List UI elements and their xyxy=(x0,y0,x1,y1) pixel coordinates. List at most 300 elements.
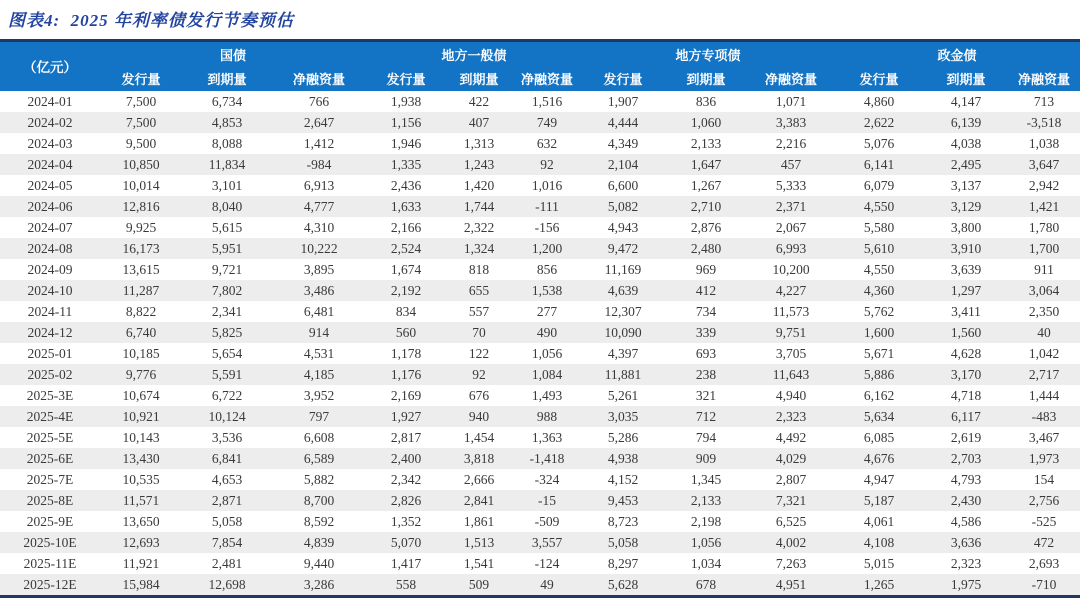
issuance-value-cell: 1,417 xyxy=(390,555,422,571)
net-financing-value-cell: 2,756 xyxy=(1028,492,1060,508)
net-financing-value-cell: 6,993 xyxy=(775,240,807,256)
maturity-value-cell: 4,147 xyxy=(950,93,982,109)
net-financing-value-cell: 154 xyxy=(1033,471,1055,487)
maturity-value-cell: 712 xyxy=(695,408,717,424)
net-financing-value-cell: 749 xyxy=(536,114,558,130)
maturity-value-cell: 4,653 xyxy=(211,471,243,487)
maturity-value-cell: 1,243 xyxy=(463,156,495,172)
maturity-value-cell: 5,615 xyxy=(211,219,243,235)
net-financing-value-cell: 911 xyxy=(1034,261,1054,277)
issuance-value-cell: 5,015 xyxy=(863,555,895,571)
maturity-value-cell: 3,536 xyxy=(211,429,243,445)
net-financing-value-cell: 4,777 xyxy=(303,198,335,214)
net-financing-value-cell: 4,185 xyxy=(303,366,335,382)
net-financing-value-cell: 1,973 xyxy=(1028,450,1060,466)
net-financing-value-cell: 988 xyxy=(536,408,558,424)
issuance-value-cell: 5,187 xyxy=(863,492,895,508)
maturity-value-cell: 12,698 xyxy=(208,576,246,592)
month-cell: 2025-11E xyxy=(23,555,77,571)
table-row xyxy=(0,322,1080,343)
maturity-value-cell: 4,038 xyxy=(950,135,982,151)
month-cell: 2024-12 xyxy=(27,324,73,340)
net-financing-value-cell: 914 xyxy=(308,324,330,340)
issuance-value-cell: 1,938 xyxy=(390,93,422,109)
maturity-value-cell: 2,198 xyxy=(690,513,722,529)
issuance-value-cell: 4,108 xyxy=(863,534,895,550)
net-financing-value-cell: 766 xyxy=(308,93,330,109)
maturity-value-cell: 2,480 xyxy=(690,240,722,256)
net-financing-value-cell: 2,067 xyxy=(775,219,807,235)
month-cell: 2024-08 xyxy=(27,240,73,256)
subheader-net-financing: 净融资量 xyxy=(272,67,366,91)
month-cell: 2024-04 xyxy=(27,156,73,172)
maturity-value-cell: 2,666 xyxy=(463,471,495,487)
maturity-value-cell: 836 xyxy=(695,93,717,109)
unit-label: （亿元） xyxy=(0,41,100,91)
maturity-value-cell: 92 xyxy=(472,366,486,382)
net-financing-value-cell: 3,557 xyxy=(531,534,563,550)
table-row xyxy=(0,112,1080,133)
issuance-value-cell: 4,938 xyxy=(607,450,639,466)
maturity-value-cell: 5,951 xyxy=(211,240,243,256)
net-financing-value-cell: 3,895 xyxy=(303,261,335,277)
month-cell: 2025-6E xyxy=(26,450,74,466)
subheader-issuance: 发行量 xyxy=(834,67,924,91)
issuance-value-cell: 1,633 xyxy=(390,198,422,214)
issuance-value-cell: 2,166 xyxy=(390,219,422,235)
issuance-value-cell: 2,524 xyxy=(390,240,422,256)
issuance-value-cell: 4,676 xyxy=(863,450,895,466)
issuance-value-cell: 5,286 xyxy=(607,429,639,445)
table-row xyxy=(0,427,1080,448)
issuance-value-cell: 6,079 xyxy=(863,177,895,193)
table-row xyxy=(0,343,1080,364)
issuance-value-cell: 10,850 xyxy=(122,156,160,172)
maturity-value-cell: 1,975 xyxy=(950,576,982,592)
maturity-value-cell: 1,744 xyxy=(463,198,495,214)
issuance-value-cell: 560 xyxy=(395,324,417,340)
maturity-value-cell: 4,628 xyxy=(950,345,982,361)
issuance-value-cell: 5,628 xyxy=(607,576,639,592)
issuance-value-cell: 5,082 xyxy=(607,198,639,214)
net-financing-value-cell: 5,333 xyxy=(775,177,807,193)
maturity-value-cell: 3,411 xyxy=(951,303,981,319)
net-financing-value-cell: 4,951 xyxy=(775,576,807,592)
issuance-value-cell: 13,430 xyxy=(122,450,160,466)
issuance-value-cell: 5,070 xyxy=(390,534,422,550)
issuance-value-cell: 6,085 xyxy=(863,429,895,445)
net-financing-value-cell: 8,592 xyxy=(303,513,335,529)
net-financing-value-cell: 2,647 xyxy=(303,114,335,130)
maturity-value-cell: 3,129 xyxy=(950,198,982,214)
maturity-value-cell: 8,088 xyxy=(211,135,243,151)
net-financing-value-cell: 6,589 xyxy=(303,450,335,466)
table-row xyxy=(0,154,1080,175)
issuance-value-cell: 8,723 xyxy=(607,513,639,529)
net-financing-value-cell: 632 xyxy=(536,135,558,151)
table-row xyxy=(0,532,1080,553)
net-financing-value-cell: 1,056 xyxy=(531,345,563,361)
maturity-value-cell: 3,137 xyxy=(950,177,982,193)
net-financing-value-cell: 2,371 xyxy=(775,198,807,214)
maturity-value-cell: 3,800 xyxy=(950,219,982,235)
table-row xyxy=(0,196,1080,217)
issuance-value-cell: 5,762 xyxy=(863,303,895,319)
issuance-value-cell: 6,600 xyxy=(607,177,639,193)
table-row xyxy=(0,490,1080,511)
table-row xyxy=(0,448,1080,469)
maturity-value-cell: 2,430 xyxy=(950,492,982,508)
maturity-value-cell: 6,117 xyxy=(951,408,981,424)
issuance-value-cell: 5,634 xyxy=(863,408,895,424)
maturity-value-cell: 2,133 xyxy=(690,135,722,151)
net-financing-value-cell: 2,717 xyxy=(1028,366,1060,382)
maturity-value-cell: 969 xyxy=(695,261,717,277)
net-financing-value-cell: 11,643 xyxy=(772,366,810,382)
issuance-value-cell: 9,453 xyxy=(607,492,639,508)
maturity-value-cell: 734 xyxy=(695,303,717,319)
group-header-local-special-bonds: 地方专项债 xyxy=(582,41,834,67)
subheader-maturity: 到期量 xyxy=(446,67,512,91)
month-cell: 2024-03 xyxy=(27,135,73,151)
issuance-value-cell: 5,671 xyxy=(863,345,895,361)
maturity-value-cell: 676 xyxy=(468,387,490,403)
net-financing-value-cell: -1,418 xyxy=(529,450,565,466)
issuance-value-cell: 1,176 xyxy=(390,366,422,382)
issuance-value-cell: 2,436 xyxy=(390,177,422,193)
maturity-value-cell: 6,734 xyxy=(211,93,243,109)
maturity-value-cell: 3,818 xyxy=(463,450,495,466)
month-cell: 2025-7E xyxy=(26,471,74,487)
table-row xyxy=(0,301,1080,322)
net-financing-value-cell: 9,751 xyxy=(775,324,807,340)
issuance-value-cell: 1,335 xyxy=(390,156,422,172)
net-financing-value-cell: -984 xyxy=(306,156,332,172)
issuance-value-cell: 4,550 xyxy=(863,261,895,277)
net-financing-value-cell: 6,608 xyxy=(303,429,335,445)
month-cell: 2024-10 xyxy=(27,282,73,298)
maturity-value-cell: 678 xyxy=(695,576,717,592)
month-cell: 2024-02 xyxy=(27,114,73,130)
maturity-value-cell: 2,323 xyxy=(950,555,982,571)
subheader-net-financing: 净融资量 xyxy=(748,67,834,91)
net-financing-value-cell: 1,700 xyxy=(1028,240,1060,256)
maturity-value-cell: 2,876 xyxy=(690,219,722,235)
issuance-value-cell: 11,287 xyxy=(122,282,160,298)
net-financing-value-cell: 856 xyxy=(536,261,558,277)
issuance-value-cell: 4,349 xyxy=(607,135,639,151)
issuance-value-cell: 4,943 xyxy=(607,219,639,235)
subheader-maturity: 到期量 xyxy=(664,67,748,91)
month-cell: 2025-5E xyxy=(26,429,74,445)
net-financing-value-cell: 3,286 xyxy=(303,576,335,592)
maturity-value-cell: 1,267 xyxy=(690,177,722,193)
table-row xyxy=(0,385,1080,406)
maturity-value-cell: 1,324 xyxy=(463,240,495,256)
issuance-value-cell: 13,615 xyxy=(122,261,160,277)
table-row xyxy=(0,259,1080,280)
metric-header-row xyxy=(0,67,1080,91)
net-financing-value-cell: 3,467 xyxy=(1028,429,1060,445)
issuance-value-cell: 7,500 xyxy=(125,114,157,130)
maturity-value-cell: 5,825 xyxy=(211,324,243,340)
issuance-value-cell: 1,600 xyxy=(863,324,895,340)
maturity-value-cell: 8,040 xyxy=(211,198,243,214)
maturity-value-cell: 1,056 xyxy=(690,534,722,550)
issuance-value-cell: 2,400 xyxy=(390,450,422,466)
maturity-value-cell: 5,591 xyxy=(211,366,243,382)
month-cell: 2025-4E xyxy=(26,408,74,424)
net-financing-value-cell: 8,700 xyxy=(303,492,335,508)
group-header-treasury-bonds: 国债 xyxy=(100,41,366,67)
maturity-value-cell: 2,481 xyxy=(211,555,243,571)
net-financing-value-cell: 1,363 xyxy=(531,429,563,445)
maturity-value-cell: 6,722 xyxy=(211,387,243,403)
maturity-value-cell: 1,513 xyxy=(463,534,495,550)
issuance-value-cell: 558 xyxy=(395,576,417,592)
net-financing-value-cell: -525 xyxy=(1031,513,1057,529)
net-financing-value-cell: 6,913 xyxy=(303,177,335,193)
net-financing-value-cell: 10,222 xyxy=(300,240,338,256)
maturity-value-cell: 2,619 xyxy=(950,429,982,445)
maturity-value-cell: 655 xyxy=(468,282,490,298)
issuance-value-cell: 11,921 xyxy=(122,555,160,571)
maturity-value-cell: 693 xyxy=(695,345,717,361)
maturity-value-cell: 2,495 xyxy=(950,156,982,172)
month-cell: 2025-02 xyxy=(27,366,73,382)
issuance-value-cell: 10,921 xyxy=(122,408,160,424)
net-financing-value-cell: 1,412 xyxy=(303,135,335,151)
maturity-value-cell: 412 xyxy=(695,282,717,298)
net-financing-value-cell: 9,440 xyxy=(303,555,335,571)
table-header xyxy=(0,41,1080,91)
maturity-value-cell: 4,853 xyxy=(211,114,243,130)
issuance-value-cell: 4,152 xyxy=(607,471,639,487)
month-cell: 2025-3E xyxy=(26,387,74,403)
group-header-local-general-bonds: 地方一般债 xyxy=(366,41,582,67)
maturity-value-cell: 3,910 xyxy=(950,240,982,256)
maturity-value-cell: 1,034 xyxy=(690,555,722,571)
net-financing-value-cell: 6,481 xyxy=(303,303,335,319)
issuance-value-cell: 4,860 xyxy=(863,93,895,109)
issuance-value-cell: 2,826 xyxy=(390,492,422,508)
group-header-policy-bank-bonds: 政金债 xyxy=(834,41,1080,67)
issuance-value-cell: 1,907 xyxy=(607,93,639,109)
issuance-value-cell: 2,169 xyxy=(390,387,422,403)
subheader-maturity: 到期量 xyxy=(182,67,272,91)
maturity-value-cell: 122 xyxy=(468,345,490,361)
issuance-value-cell: 10,185 xyxy=(122,345,160,361)
net-financing-value-cell: -3,518 xyxy=(1026,114,1062,130)
issuance-value-cell: 2,342 xyxy=(390,471,422,487)
month-cell: 2024-07 xyxy=(27,219,73,235)
maturity-value-cell: 4,718 xyxy=(950,387,982,403)
maturity-value-cell: 2,710 xyxy=(690,198,722,214)
maturity-value-cell: 509 xyxy=(468,576,490,592)
net-financing-value-cell: 4,029 xyxy=(775,450,807,466)
maturity-value-cell: 1,647 xyxy=(690,156,722,172)
maturity-value-cell: 5,654 xyxy=(211,345,243,361)
issuance-value-cell: 12,816 xyxy=(122,198,160,214)
table-row xyxy=(0,238,1080,259)
net-financing-value-cell: 457 xyxy=(780,156,802,172)
net-financing-value-cell: -710 xyxy=(1031,576,1057,592)
issuance-value-cell: 1,265 xyxy=(863,576,895,592)
net-financing-value-cell: 7,321 xyxy=(775,492,807,508)
net-financing-value-cell: 40 xyxy=(1037,324,1051,340)
issuance-value-cell: 4,061 xyxy=(863,513,895,529)
subheader-net-financing: 净融资量 xyxy=(512,67,582,91)
subheader-issuance: 发行量 xyxy=(582,67,664,91)
issuance-value-cell: 10,143 xyxy=(122,429,160,445)
issuance-value-cell: 11,169 xyxy=(604,261,642,277)
issuance-value-cell: 4,639 xyxy=(607,282,639,298)
issuance-value-cell: 6,740 xyxy=(125,324,157,340)
net-financing-value-cell: 3,064 xyxy=(1028,282,1060,298)
maturity-value-cell: 6,139 xyxy=(950,114,982,130)
net-financing-value-cell: 10,200 xyxy=(772,261,810,277)
issuance-value-cell: 4,360 xyxy=(863,282,895,298)
issuance-value-cell: 2,192 xyxy=(390,282,422,298)
net-financing-value-cell: -15 xyxy=(538,492,556,508)
issuance-value-cell: 5,058 xyxy=(607,534,639,550)
issuance-value-cell: 1,156 xyxy=(390,114,422,130)
net-financing-value-cell: 277 xyxy=(536,303,558,319)
net-financing-value-cell: 1,538 xyxy=(531,282,563,298)
maturity-value-cell: 2,341 xyxy=(211,303,243,319)
issuance-value-cell: 12,307 xyxy=(604,303,642,319)
maturity-value-cell: 2,322 xyxy=(463,219,495,235)
net-financing-value-cell: 1,516 xyxy=(531,93,563,109)
maturity-value-cell: 321 xyxy=(695,387,717,403)
maturity-value-cell: 6,841 xyxy=(211,450,243,466)
subheader-issuance: 发行量 xyxy=(100,67,182,91)
issuance-value-cell: 9,500 xyxy=(125,135,157,151)
subheader-issuance: 发行量 xyxy=(366,67,446,91)
figure-title: 图表4: 2025 年利率债发行节奏预估 xyxy=(8,11,294,30)
maturity-value-cell: 1,560 xyxy=(950,324,982,340)
issuance-value-cell: 1,946 xyxy=(390,135,422,151)
issuance-value-cell: 9,776 xyxy=(125,366,157,382)
maturity-value-cell: 3,636 xyxy=(950,534,982,550)
issuance-value-cell: 5,261 xyxy=(607,387,639,403)
net-financing-value-cell: 6,525 xyxy=(775,513,807,529)
net-financing-value-cell: 3,647 xyxy=(1028,156,1060,172)
net-financing-value-cell: 2,323 xyxy=(775,408,807,424)
maturity-value-cell: 422 xyxy=(468,93,490,109)
net-financing-value-cell: 49 xyxy=(540,576,554,592)
net-financing-value-cell: 2,693 xyxy=(1028,555,1060,571)
table-row xyxy=(0,574,1080,597)
maturity-value-cell: 1,060 xyxy=(690,114,722,130)
net-financing-value-cell: 4,492 xyxy=(775,429,807,445)
issuance-value-cell: 4,397 xyxy=(607,345,639,361)
maturity-value-cell: 10,124 xyxy=(208,408,246,424)
net-financing-value-cell: 5,882 xyxy=(303,471,335,487)
table-row xyxy=(0,175,1080,196)
net-financing-value-cell: 3,705 xyxy=(775,345,807,361)
issuance-value-cell: 2,104 xyxy=(607,156,639,172)
net-financing-value-cell: -483 xyxy=(1031,408,1057,424)
table-row xyxy=(0,217,1080,238)
maturity-value-cell: 238 xyxy=(695,366,717,382)
month-cell: 2025-10E xyxy=(23,534,77,550)
maturity-value-cell: 1,345 xyxy=(690,471,722,487)
subheader-net-financing: 净融资量 xyxy=(1008,67,1080,91)
table-body xyxy=(0,91,1080,597)
net-financing-value-cell: 4,531 xyxy=(303,345,335,361)
maturity-value-cell: 7,802 xyxy=(211,282,243,298)
maturity-value-cell: 909 xyxy=(695,450,717,466)
maturity-value-cell: 70 xyxy=(472,324,486,340)
issuance-value-cell: 12,693 xyxy=(122,534,160,550)
maturity-value-cell: 3,101 xyxy=(211,177,243,193)
issuance-value-cell: 6,162 xyxy=(863,387,895,403)
maturity-value-cell: 9,721 xyxy=(211,261,243,277)
net-financing-value-cell: 1,493 xyxy=(531,387,563,403)
maturity-value-cell: 3,170 xyxy=(950,366,982,382)
subheader-maturity: 到期量 xyxy=(924,67,1008,91)
net-financing-value-cell: 2,942 xyxy=(1028,177,1060,193)
maturity-value-cell: 818 xyxy=(468,261,490,277)
net-financing-value-cell: 4,940 xyxy=(775,387,807,403)
maturity-value-cell: 407 xyxy=(468,114,490,130)
issuance-value-cell: 11,571 xyxy=(122,492,160,508)
issuance-value-cell: 13,650 xyxy=(122,513,160,529)
maturity-value-cell: 1,297 xyxy=(950,282,982,298)
issuance-value-cell: 4,947 xyxy=(863,471,895,487)
issuance-value-cell: 11,881 xyxy=(604,366,642,382)
maturity-value-cell: 2,133 xyxy=(690,492,722,508)
table-row xyxy=(0,280,1080,301)
net-financing-value-cell: 3,383 xyxy=(775,114,807,130)
net-financing-value-cell: 1,780 xyxy=(1028,219,1060,235)
net-financing-value-cell: 3,952 xyxy=(303,387,335,403)
net-financing-value-cell: 472 xyxy=(1033,534,1055,550)
maturity-value-cell: 1,454 xyxy=(463,429,495,445)
issuance-value-cell: 5,886 xyxy=(863,366,895,382)
issuance-value-cell: 5,580 xyxy=(863,219,895,235)
table-row xyxy=(0,406,1080,427)
issuance-value-cell: 7,500 xyxy=(125,93,157,109)
maturity-value-cell: 1,541 xyxy=(463,555,495,571)
maturity-value-cell: 4,793 xyxy=(950,471,982,487)
maturity-value-cell: 1,861 xyxy=(463,513,495,529)
issuance-value-cell: 15,984 xyxy=(122,576,160,592)
issuance-value-cell: 9,472 xyxy=(607,240,639,256)
bond-issuance-table xyxy=(0,39,1080,598)
maturity-value-cell: 794 xyxy=(695,429,717,445)
maturity-value-cell: 1,313 xyxy=(463,135,495,151)
table-row xyxy=(0,511,1080,532)
net-financing-value-cell: 1,200 xyxy=(531,240,563,256)
issuance-value-cell: 5,610 xyxy=(863,240,895,256)
maturity-value-cell: 4,586 xyxy=(950,513,982,529)
issuance-value-cell: 3,035 xyxy=(607,408,639,424)
net-financing-value-cell: -124 xyxy=(534,555,560,571)
table-row xyxy=(0,553,1080,574)
month-cell: 2025-9E xyxy=(26,513,74,529)
issuance-value-cell: 1,674 xyxy=(390,261,422,277)
net-financing-value-cell: 7,263 xyxy=(775,555,807,571)
issuance-value-cell: 4,444 xyxy=(607,114,639,130)
issuance-value-cell: 2,622 xyxy=(863,114,895,130)
month-cell: 2024-11 xyxy=(27,303,73,319)
month-cell: 2025-12E xyxy=(23,576,77,592)
issuance-value-cell: 4,550 xyxy=(863,198,895,214)
net-financing-value-cell: 3,486 xyxy=(303,282,335,298)
issuance-value-cell: 8,822 xyxy=(125,303,157,319)
